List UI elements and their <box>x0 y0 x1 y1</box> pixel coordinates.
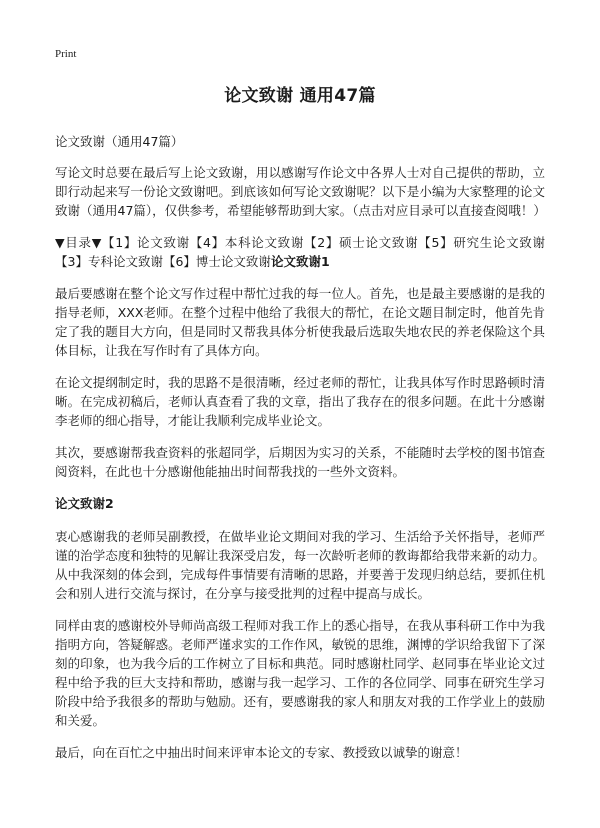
section-2-heading: 论文致谢2 <box>55 496 114 511</box>
toc-link-6[interactable]: 【6】博士论文致谢 <box>162 254 271 269</box>
toc-link-4[interactable]: 【4】本科论文致谢 <box>189 235 305 250</box>
section-2-paragraph-3: 最后，向在百忙之中抽出时间来评审本论文的专家、教授致以诚挚的谢意！ <box>55 745 468 760</box>
table-of-contents <box>55 233 545 271</box>
document-subtitle: 论文致谢（通用47篇） <box>55 134 184 149</box>
section-1-paragraph-1: 最后要感谢在整个论文写作过程中帮忙过我的每一位人。首先，也是最主要感谢的是我的指导老师，XXX老师。在整个过程中他给了我很大的帮忙，在论文题目制定时，他首先肯定了我的题目大方向，但是同时又帮我具体分析使我最后选取失地农民的养老保险这个具体目标，让我在写作时有了具体方向。 <box>55 286 545 358</box>
toc-prefix: ▼目录▼ <box>55 235 103 250</box>
toc-link-3[interactable]: 【3】专科论文致谢 <box>55 254 163 269</box>
intro-paragraph: 写论文时总要在最后写上论文致谢，用以感谢写作论文中各界人士对自己提供的帮助，立即行动起来写一份论文致谢吧。到底该如何写论文致谢呢？以下是小编为大家整理的论文致谢（通用47篇），仅供参考，希望能够帮助到大家。（点击对应目录可以直接查阅哦！） <box>55 165 546 218</box>
section-1-paragraph-3: 其次，要感谢帮我查资料的张超同学，后期因为实习的关系，不能随时去学校的图书馆查阅资料，在此也十分感谢他能抽出时间帮我找的一些外文资料。 <box>55 445 545 479</box>
section-1-paragraph-2: 在论文提纲制定时，我的思路不是很清晰，经过老师的帮忙，让我具体写作时思路顿时清晰。在完成初稿后，老师认真查看了我的文章，指出了我存在的很多问题。在此十分感谢李老师的细心指导，才能让我顺利完成毕业论文。 <box>55 375 545 428</box>
section-1-heading: 论文致谢1 <box>270 254 330 269</box>
section-2-paragraph-1: 衷心感谢我的老师吴副教授，在做毕业论文期间对我的学习、生活给予关怀指导，老师严谨的治学态度和独特的见解让我深受启发，每一次龄听老师的教诲都给我带来新的动力。从中我深刻的体会到，完成每件事情要有清晰的思路，并要善于发现归纳总结，要抓住机会和别人进行交流与探讨，在分享与接受批判的过程中提高与成长。 <box>55 529 545 601</box>
section-2-paragraph-2: 同样由衷的感谢校外导师尚高级工程师对我工作上的悉心指导，在我从事科研工作中为我指明方向，答疑解惑。老师严谨求实的工作作风，敏锐的思维，渊博的学识给我留下了深刻的印象，也为我今后的工作树立了目标和典范。同时感谢杜同学、赵同事在毕业论文过程中给予我的巨大支持和帮助，感谢与我一起学习、工作的各位同学、同事在研究生学习阶段中给予我很多的帮助与勉励。还有，要感谢我的家人和朋友对我的工作学业上的鼓励和关爱。 <box>55 618 545 728</box>
print-link[interactable]: Print <box>55 48 77 60</box>
toc-link-2[interactable]: 【2】硕士论文致谢 <box>304 235 419 250</box>
toc-link-5[interactable]: 【5】研究生论文致谢 <box>418 235 545 250</box>
toc-link-1[interactable]: 【1】论文致谢 <box>102 235 190 250</box>
page-title: 论文致谢 通用47篇 <box>224 86 376 106</box>
